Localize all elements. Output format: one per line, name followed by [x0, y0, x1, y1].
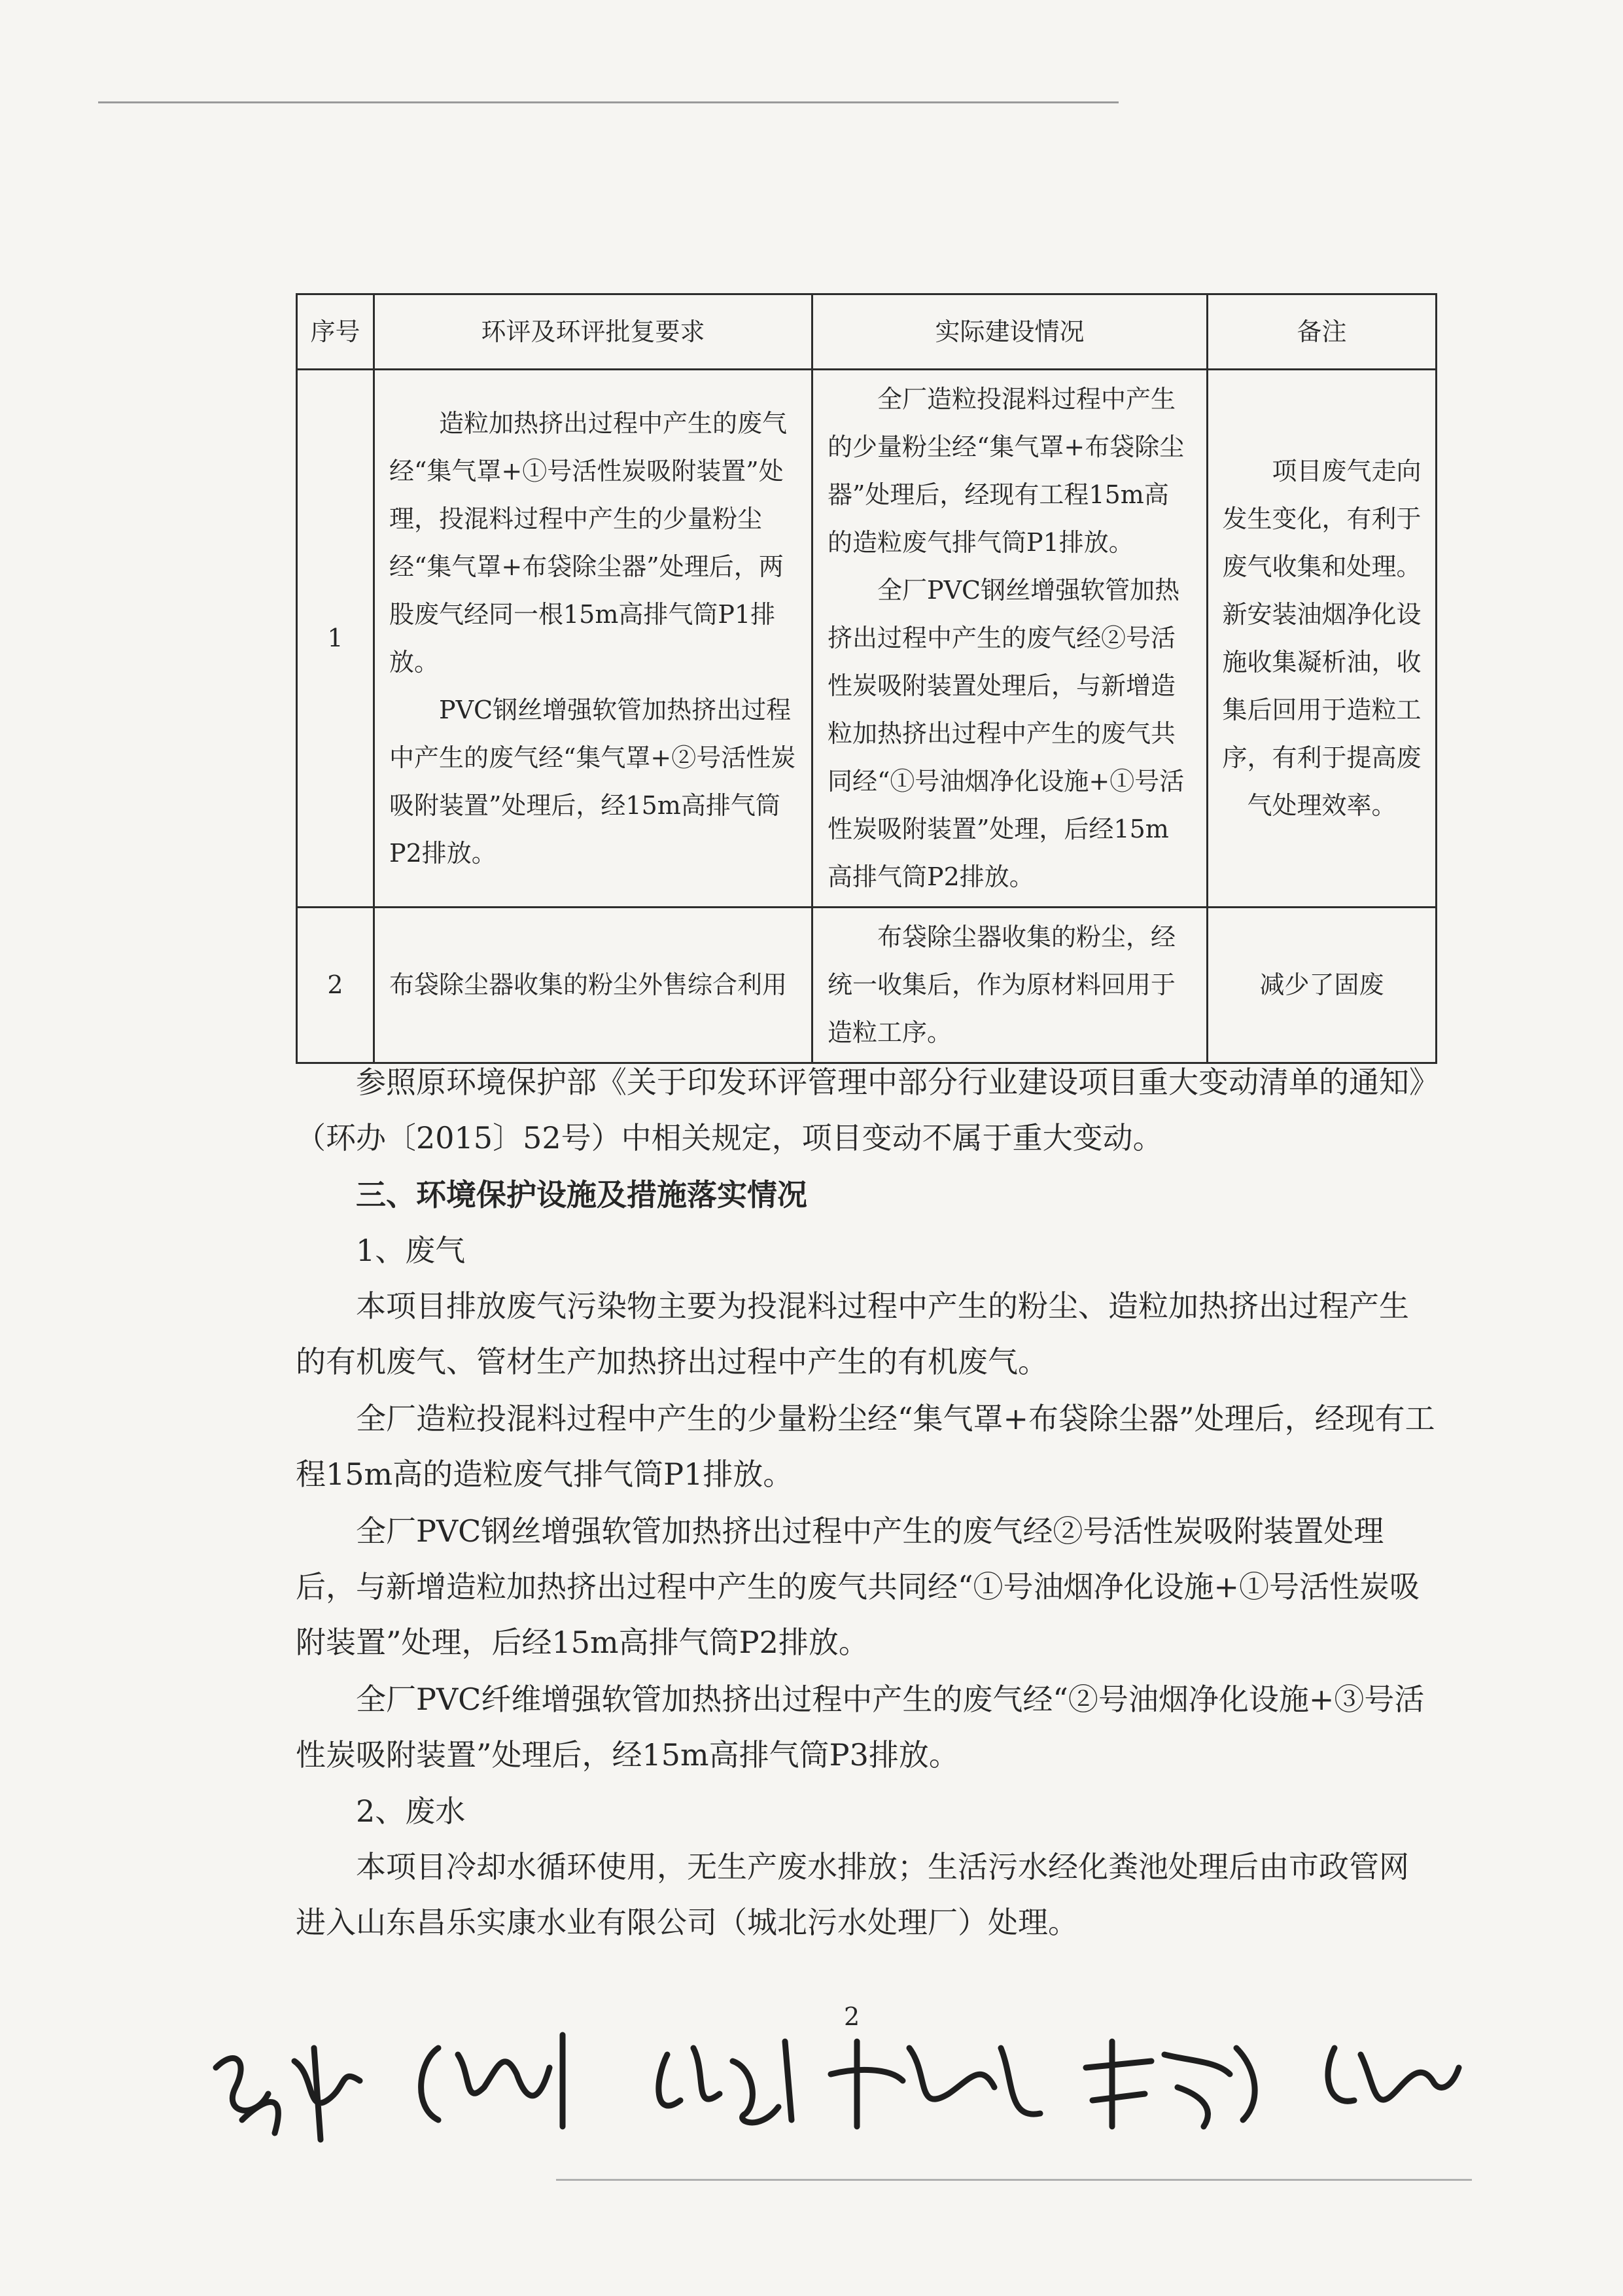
signature-4 — [831, 2041, 1040, 2127]
requirement-text: 造粒加热挤出过程中产生的废气经“集气罩+①号活性炭吸附装置”处理，投混料过程中产生的少量粉尘经“集气罩+布袋除尘器”处理后，两股废气经同一根15m高排气筒P1排放。 — [389, 408, 788, 677]
header-number: 序号 — [297, 294, 374, 370]
requirement-text: PVC钢丝增强软管加热挤出过程中产生的废气经“集气罩+②号活性炭吸附装置”处理后，经15m高排气筒P2排放。 — [389, 695, 796, 868]
requirement-cell — [374, 370, 812, 908]
row-number: 2 — [297, 908, 374, 1063]
section-heading: 三、环境保护设施及措施落实情况 — [356, 1177, 807, 1212]
actual-cell — [812, 370, 1208, 908]
note-text: 项目废气走向发生变化，有利于废气收集和处理。新安装油烟净化设施收集凝析油，收集后回用于造粒工序，有利于提高废气处理效率。 — [1222, 456, 1422, 820]
signatures — [196, 1989, 1472, 2159]
header-requirement: 环评及环评批复要求 — [374, 294, 812, 370]
note-cell — [1208, 370, 1437, 908]
actual-cell — [812, 908, 1208, 1063]
reference-paragraph: 参照原环境保护部《关于印发环评管理中部分行业建设项目重大变动清单的通知》（环办〔2015〕52号）中相关规定，项目变动不属于重大变动。 — [296, 1065, 1424, 1156]
subsection-heading-gas: 1、废气 — [356, 1233, 466, 1268]
requirement-text: 布袋除尘器收集的粉尘外售综合利用 — [389, 970, 788, 999]
gas-paragraph: 本项目排放废气污染物主要为投混料过程中产生的粉尘、造粒加热挤出过程产生的有机废气、管材生产加热挤出过程中产生的有机废气。 — [296, 1288, 1409, 1379]
bottom-divider — [556, 2179, 1472, 2181]
header-note: 备注 — [1208, 294, 1437, 370]
page-number: 2 — [844, 2002, 860, 2031]
table-header-row — [297, 294, 1437, 370]
actual-text: 布袋除尘器收集的粉尘，经统一收集后，作为原材料回用于造粒工序。 — [828, 923, 1176, 1047]
top-divider — [98, 101, 1119, 103]
gas-paragraph: 全厂造粒投混料过程中产生的少量粉尘经“集气罩+布袋除尘器”处理后，经现有工程15m高的造粒废气排气筒P1排放。 — [296, 1401, 1435, 1492]
signature-3 — [659, 2041, 792, 2123]
water-paragraph: 本项目冷却水循环使用，无生产废水排放；生活污水经化粪池处理后由市政管网进入山东昌乐实康水业有限公司（城北污水处理厂）处理。 — [296, 1849, 1409, 1940]
actual-text: 全厂造粒投混料过程中产生的少量粉尘经“集气罩+布袋除尘器”处理后，经现有工程15m高的造粒废气排气筒P1排放。 — [828, 385, 1185, 557]
signature-5 — [1086, 2041, 1255, 2127]
row-number: 1 — [297, 370, 374, 908]
subsection-heading-water: 2、废水 — [356, 1793, 466, 1829]
requirement-cell — [374, 908, 812, 1063]
change-comparison-table — [296, 293, 1437, 1064]
actual-text: 全厂PVC钢丝增强软管加热挤出过程中产生的废气经②号活性炭吸附装置处理后，与新增造粒加热挤出过程中产生的废气共同经“①号油烟净化设施+①号活性炭吸附装置”处理，后经15m高排气筒P2排放。 — [828, 576, 1185, 891]
note-text: 减少了固废 — [1259, 970, 1384, 999]
signature-2 — [421, 2035, 563, 2127]
note-cell — [1208, 908, 1437, 1063]
signature-6 — [1328, 2048, 1459, 2101]
gas-paragraph: 全厂PVC钢丝增强软管加热挤出过程中产生的废气经②号活性炭吸附装置处理后，与新增造粒加热挤出过程中产生的废气共同经“①号油烟净化设施+①号活性炭吸附装置”处理，后经15m高排气筒P2排放。 — [296, 1513, 1420, 1660]
table-row — [297, 370, 1437, 908]
signature-1 — [216, 2048, 360, 2140]
header-actual: 实际建设情况 — [812, 294, 1208, 370]
gas-paragraph: 全厂PVC纤维增强软管加热挤出过程中产生的废气经“②号油烟净化设施+③号活性炭吸附装置”处理后，经15m高排气筒P3排放。 — [296, 1682, 1425, 1773]
table-row — [297, 908, 1437, 1063]
